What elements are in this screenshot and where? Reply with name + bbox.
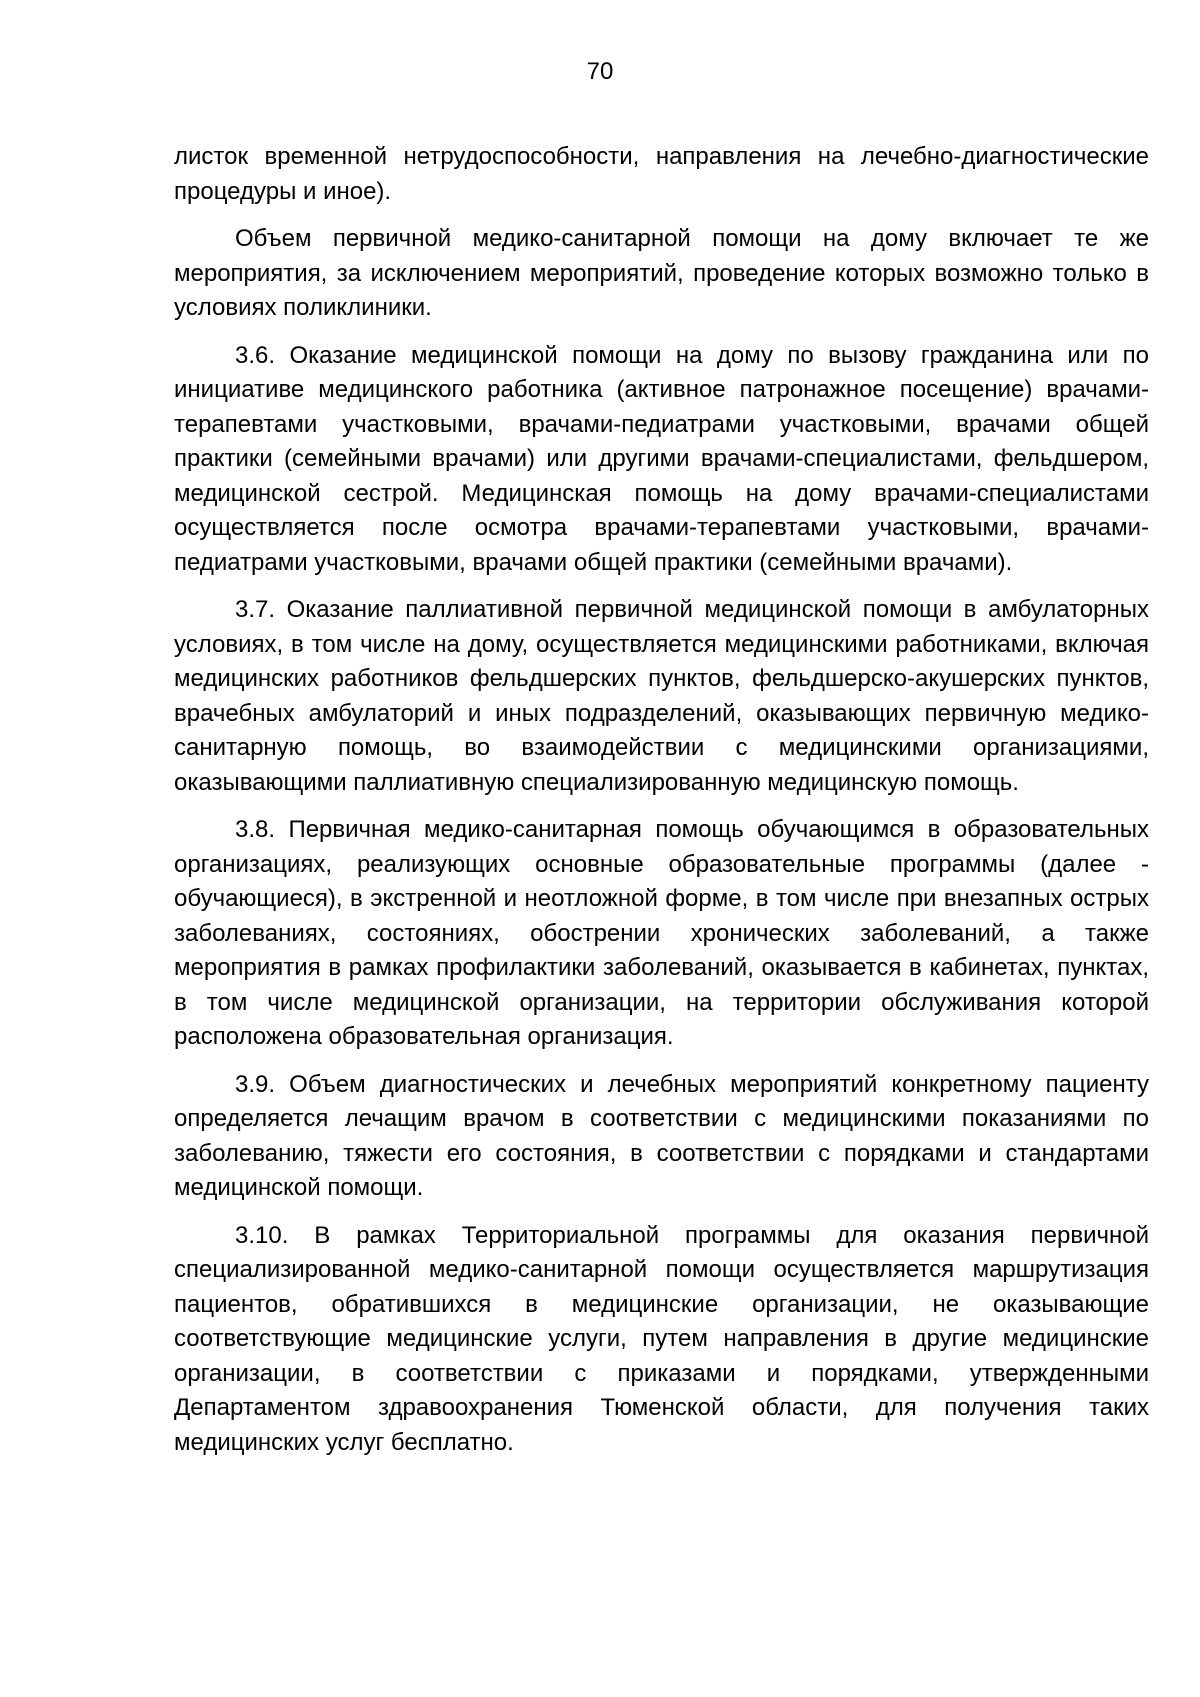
document-body bbox=[174, 140, 1149, 1473]
paragraph-continuation: листок временной нетрудоспособности, направления на лечебно-диагностические процедуры и иное). bbox=[174, 143, 1149, 205]
page-number: 70 bbox=[586, 58, 614, 85]
paragraph-home-care-volume: Объем первичной медико-санитарной помощи на дому включает те же мероприятия, за исключением мероприятий, проведение которых возможно только в условиях поликлиники. bbox=[174, 225, 1149, 321]
paragraph-section-3-7: 3.7. Оказание паллиативной первичной медицинской помощи в амбулаторных условиях, в том числе на дому, осуществляется медицинскими работниками, включая медицинских работников фельдшерских пунктов, фельдшерско-акушерских пунктов, врачебных амбулаторий и иных подразделений, оказывающих первичную медико-санитарную помощь, во взаимодействии с медицинскими организациями, оказывающими паллиативную специализированную медицинскую помощь. bbox=[174, 596, 1149, 796]
paragraph-section-3-6: 3.6. Оказание медицинской помощи на дому по вызову гражданина или по инициативе медицинского работника (активное патронажное посещение) врачами-терапевтами участковыми, врачами-педиатрами участковыми, врачами общей практики (семейными врачами) или другими врачами-специалистами, фельдшером, медицинской сестрой. Медицинская помощь на дому врачами-специалистами осуществляется после осмотра врачами-терапевтами участковыми, врачами-педиатрами участковыми, врачами общей практики (семейными врачами). bbox=[174, 341, 1149, 576]
paragraph-section-3-8: 3.8. Первичная медико-санитарная помощь обучающимся в образовательных организациях, реализующих основные образовательные программы (далее - обучающиеся), в экстренной и неотложной форме, в том числе при внезапных острых заболеваниях, состояниях, обострении хронических заболеваний, а также мероприятия в рамках профилактики заболеваний, оказывается в кабинетах, пунктах, в том числе медицинской организации, на территории обслуживания которой расположена образовательная организация. bbox=[174, 816, 1149, 1050]
paragraph-section-3-9: 3.9. Объем диагностических и лечебных мероприятий конкретному пациенту определяется лечащим врачом в соответствии с медицинскими показаниями по заболеванию, тяжести его состояния, в соответствии с порядками и стандартами медицинской помощи. bbox=[174, 1070, 1149, 1201]
paragraph-section-3-10: 3.10. В рамках Территориальной программы для оказания первичной специализированной медико-санитарной помощи осуществляется маршрутизация пациентов, обратившихся в медицинские организации, не оказывающие соответствующие медицинские услуги, путем направления в другие медицинские организации, в соответствии с приказами и порядками, утвержденными Департаментом здравоохранения Тюменской области, для получения таких медицинских услуг бесплатно. bbox=[174, 1221, 1149, 1456]
